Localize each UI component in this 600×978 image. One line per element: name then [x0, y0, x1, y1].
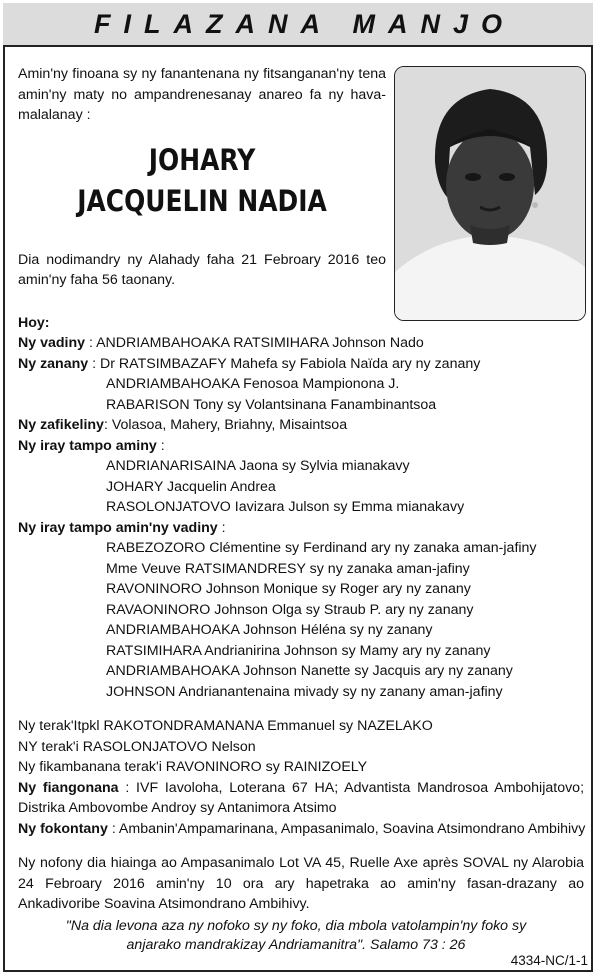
others-line: Ny terak'Itpkl RAKOTONDRAMANANA Emmanuel sy NAZELAKO [18, 718, 433, 734]
list-item: ANDRIANARISAINA Jaona sy Sylvia mianakavy [106, 458, 410, 474]
list-item: ANDRIAMBAHOAKA Fenosoa Mampionona J. [106, 376, 400, 392]
death-notice: Dia nodimandry ny Alahady faha 21 Febroary 2016 teo amin'ny faha 56 taonany. [18, 251, 386, 288]
name-line-2: JACQUELIN NADIA [77, 183, 327, 218]
list-item: ANDRIAMBAHOAKA Johnson Nanette sy Jacquis ary ny zanany [106, 663, 513, 679]
spouse-siblings-heading: Ny iray tampo amin'ny vadiny : [18, 519, 226, 536]
family-section [18, 313, 584, 703]
list-item: RABARISON Tony sy Volantsinana Fanambinantsoa [106, 396, 437, 413]
list-item: ANDRIAMBAHOAKA Johnson Héléna sy ny zanany [106, 622, 433, 638]
spouse-row: Ny vadiny : ANDRIAMBAHOAKA RATSIMIHARA Johnson Nado [18, 335, 424, 351]
list-item: JOHARY Jacquelin Andrea [106, 478, 276, 495]
name-line-1: JOHARY [148, 142, 256, 177]
children-row: Ny zanany : Dr RATSIMBAZAFY Mahefa sy Fabiola Naïda ary ny zanany [18, 355, 481, 372]
hoy-label: Hoy: [18, 314, 50, 331]
churches-row: Ny fiangonana : IVF Iavoloha, Loterana 67 HA; Advantista Mandrosoa Ambohijatovo; Distrika Ambovombe Androy sy Antanimora Atsimo [18, 779, 585, 816]
list-item: RAVAONINORO Johnson Olga sy Straub P. ary ny zanany [106, 601, 474, 618]
list-item: RAVONINORO Johnson Monique sy Roger ary ny zanany [106, 581, 471, 597]
list-item: RABEZOZORO Clémentine sy Ferdinand ary ny zanaka aman-jafiny [106, 540, 537, 556]
list-item: Mme Veuve RATSIMANDRESY sy ny zanaka aman-jafiny [106, 560, 470, 577]
others-line: Ny fikambanana terak'i RAVONINORO sy RAINIZOELY [18, 759, 368, 775]
reference-code: 4334-NC/1-1 [510, 953, 588, 968]
quote-line-2: anjarako mandrakizay Andriamanitra". Salamo 73 : 26 [126, 936, 466, 953]
notice-header [3, 3, 593, 47]
others-line: NY terak'i RASOLONJATOVO Nelson [18, 738, 256, 755]
bible-quote [36, 917, 556, 955]
grandchildren-row: Ny zafikeliny: Volasoa, Mahery, Briahny, Misaintsoa [18, 417, 348, 433]
intro-text: Amin'ny finoana sy ny fanantenana ny fitsanganan'ny tena amin'ny maty no ampandrenesanay anareo fa ny hava-malalanay : [18, 66, 386, 123]
deceased-name [44, 140, 360, 222]
notice-title: FILAZANA MANJO [94, 8, 515, 39]
siblings-heading: Ny iray tampo aminy : [18, 437, 165, 454]
neighborhoods-row: Ny fokontany : Ambanin'Ampamarinana, Ampasanimalo, Soavina Atsimondrano Ambihivy [18, 820, 586, 837]
notice-body [18, 64, 584, 955]
list-item: RATSIMIHARA Andrianirina Johnson sy Mamy ary ny zanany [106, 642, 491, 659]
list-item: RASOLONJATOVO Iavizara Julson sy Emma mianakavy [106, 499, 465, 515]
quote-line-1: "Na dia levona aza ny nofoko sy ny foko, dia mbola vatolampin'ny foko sy [65, 917, 527, 934]
list-item: JOHNSON Andrianantenaina mivady sy ny zanany aman-jafiny [106, 683, 503, 700]
funeral-details: Ny nofony dia hiainga ao Ampasanimalo Lot VA 45, Ruelle Axe après SOVAL ny Alarobia 24 Febroary 2016 amin'ny 10 ora ary hapetraka ao amin'ny fasan-drazany ao Ankadivoribe Soavina Atsimondrano Ambihivy. [18, 855, 584, 912]
